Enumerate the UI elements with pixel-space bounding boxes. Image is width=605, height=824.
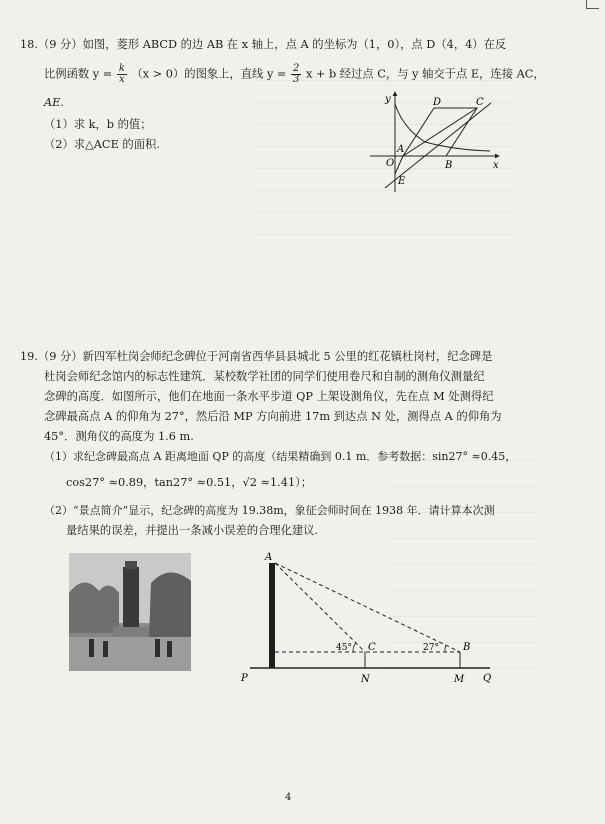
frac2-num: 2 xyxy=(292,63,300,74)
fraction-k-over-x xyxy=(117,64,127,85)
q18-line3: AE. xyxy=(44,96,64,109)
fraction-2-over-3 xyxy=(291,64,301,85)
monument-bar xyxy=(269,563,275,668)
label-b: B xyxy=(463,642,471,653)
label-c: C xyxy=(476,97,484,108)
page-number: 4 xyxy=(285,792,292,803)
segment-ac xyxy=(403,108,477,156)
frac1-num: k xyxy=(118,63,125,74)
label-c: C xyxy=(368,642,376,653)
elevation-angle-diagram xyxy=(235,548,505,688)
label-x: x xyxy=(493,160,499,171)
label-angle-27: 27° xyxy=(423,643,439,653)
q19-line3: 念碑的高度．如图所示，他们在地面一条水平步道 QP 上架设测角仪，先在点 M 处测得纪 xyxy=(44,390,494,403)
label-b: B xyxy=(445,160,453,171)
label-d: D xyxy=(433,97,442,108)
q19-part1-line1: （1）求纪念碑最高点 A 距离地面 QP 的高度（结果精确到 0.1 m．参考数据：sin27° ≈0.45， xyxy=(44,450,517,463)
q19-part2-line1: （2）“景点简介”显示，纪念碑的高度为 19.38m，象征会师时间在 1938 年．请计算本次测 xyxy=(44,504,495,517)
q18-part2: （2）求△ACE 的面积. xyxy=(44,138,160,151)
q18-line2 xyxy=(44,64,545,85)
frac1-den: x xyxy=(119,74,125,85)
label-m: M xyxy=(454,674,465,685)
q18-line2-pre: 比例函数 y = xyxy=(44,67,113,81)
q19-part2-line2: 量结果的误差，并提出一条减小误差的合理化建议. xyxy=(66,524,319,537)
rhombus-coordinate-diagram xyxy=(365,88,505,198)
label-a: A xyxy=(397,144,405,155)
q18-line1: 18.（9 分）如图，菱形 ABCD 的边 AB 在 x 轴上，点 A 的坐标为（1，0），点 D（4，4）在反 xyxy=(20,38,507,51)
label-p: P xyxy=(241,673,248,684)
q19-line1: 19.（9 分）新四军杜岗会师纪念碑位于河南省西华县县城北 5 公里的红花镇杜岗村，纪念碑是 xyxy=(20,350,493,363)
q19-line2: 杜岗会师纪念馆内的标志性建筑．某校数学社团的同学们使用卷尺和自制的测角仪测量纪 xyxy=(44,370,485,383)
q18-line2-post: x + b 经过点 C，与 y 轴交于点 E，连接 AC， xyxy=(305,67,545,81)
monument-photo-drawing xyxy=(69,553,191,671)
label-n: N xyxy=(361,674,370,685)
segment-ae xyxy=(395,156,403,174)
label-angle-45: 45° xyxy=(336,643,352,653)
q19-line5: 45°．测角仪的高度为 1.6 m. xyxy=(44,430,194,443)
angle-arc-27 xyxy=(445,645,446,652)
q19-line4: 念碑最高点 A 的仰角为 27°，然后沿 MP 方向前进 17m 到达点 N 处，测得点 A 的仰角为 xyxy=(44,410,502,423)
label-o: O xyxy=(386,158,395,169)
q19-part1-line2: cos27° ≈0.89，tan27° ≈0.51，√2 ≈1.41）； xyxy=(66,476,313,489)
sight-line-45 xyxy=(275,563,365,652)
q18-line2-mid: （x > 0）的图象上，直线 y = xyxy=(131,67,287,81)
label-e: E xyxy=(398,176,406,187)
angle-arc-45 xyxy=(353,643,356,652)
inverse-function-curve xyxy=(395,104,490,151)
label-y: y xyxy=(385,94,391,105)
corner-mark xyxy=(586,0,599,9)
q18-part1: （1）求 k，b 的值； xyxy=(44,118,152,131)
label-a: A xyxy=(265,552,273,563)
sight-line-27 xyxy=(275,563,460,652)
frac2-den: 3 xyxy=(292,74,300,85)
label-q: Q xyxy=(483,673,492,684)
monument-photo xyxy=(69,553,191,671)
